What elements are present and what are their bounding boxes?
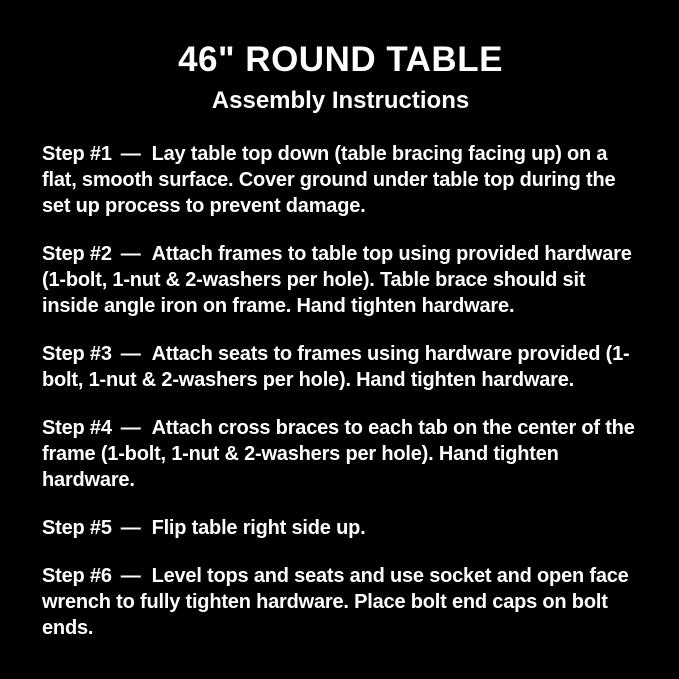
step-2-dash: —	[120, 243, 141, 265]
step-6-text: Level tops and seats and use socket and open face wrench to fully tighten hardware. Place bolt end caps on bolt ends.	[42, 565, 629, 639]
step-4-label: Step #4	[42, 417, 112, 439]
steps-list	[42, 141, 639, 641]
step-6-label: Step #6	[42, 565, 112, 587]
page-title: 46" ROUND TABLE	[178, 40, 503, 79]
step-2-text: Attach frames to table top using provided hardware (1-bolt, 1-nut & 2-washers per hole). Table brace should sit inside angle iron on frame. Hand tighten hardware.	[42, 243, 632, 317]
step-5-label: Step #5	[42, 517, 112, 539]
step-1-label: Step #1	[42, 143, 112, 165]
step-6-dash: —	[120, 565, 141, 587]
step-3	[42, 341, 639, 393]
step-3-text: Attach seats to frames using hardware provided (1-bolt, 1-nut & 2-washers per hole). Hand tighten hardware.	[42, 343, 630, 391]
step-3-label: Step #3	[42, 343, 112, 365]
step-4-text: Attach cross braces to each tab on the center of the frame (1-bolt, 1-nut & 2-washers per hole). Hand tighten hardware.	[42, 417, 635, 491]
step-5-text: Flip table right side up.	[151, 517, 366, 539]
step-2-label: Step #2	[42, 243, 112, 265]
step-3-dash: —	[120, 343, 141, 365]
step-6	[42, 563, 639, 641]
step-1	[42, 141, 639, 219]
page-subtitle: Assembly Instructions	[211, 87, 470, 114]
step-5-dash: —	[120, 517, 141, 539]
step-4-dash: —	[120, 417, 141, 439]
step-2	[42, 241, 639, 319]
step-4	[42, 415, 639, 493]
step-1-text: Lay table top down (table bracing facing up) on a flat, smooth surface. Cover ground under table top during the set up process to prevent damage.	[42, 143, 616, 217]
step-1-dash: —	[120, 143, 141, 165]
step-5	[42, 515, 639, 541]
